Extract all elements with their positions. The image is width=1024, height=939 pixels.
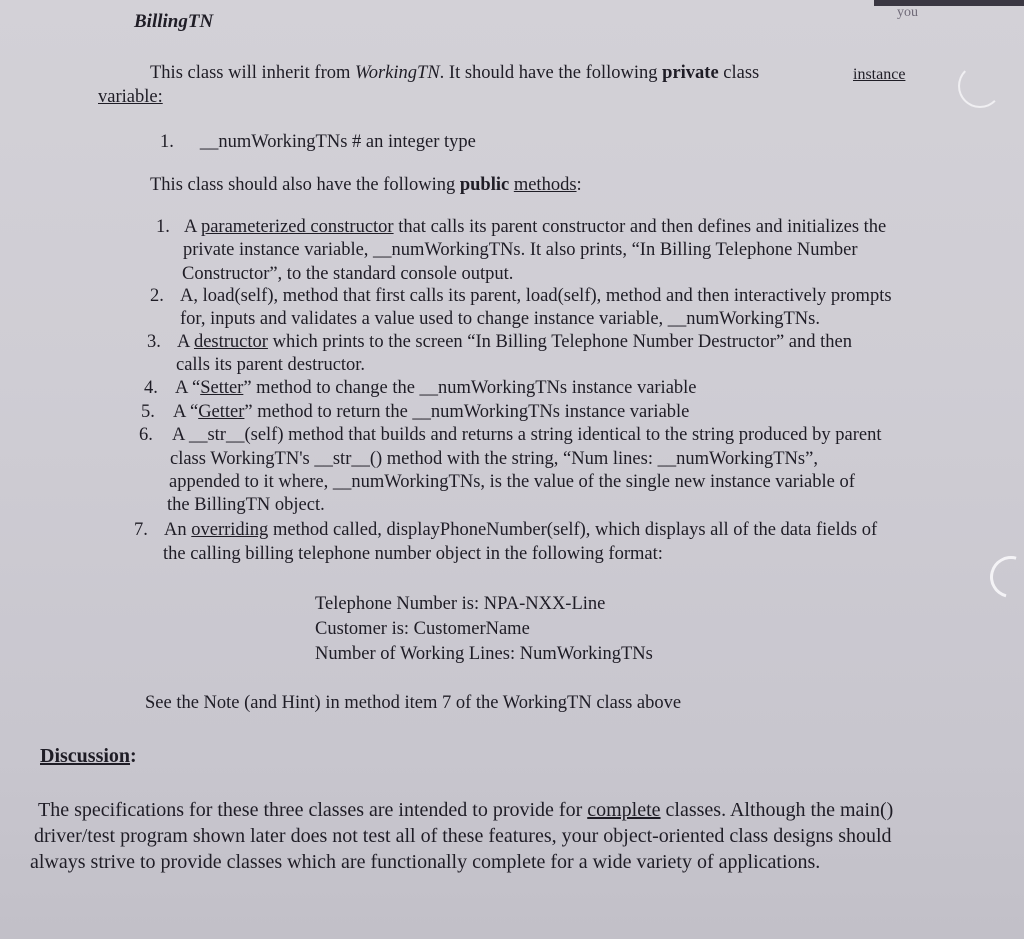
page-hole-mark xyxy=(982,548,1024,605)
class-title: BillingTN xyxy=(134,11,214,32)
discussion-heading: Discussion: xyxy=(40,745,137,767)
method-2-line-2: for, inputs and validates a value used to change instance variable, __numWorkingTNs. xyxy=(180,309,820,329)
discussion-line-3: always strive to provide classes which are functionally complete for a wide variety of applications. xyxy=(30,851,821,873)
method-6-line-3: appended to it where, __numWorkingTNs, is the value of the single new instance variable of xyxy=(169,472,855,492)
method-6-line-4: the BillingTN object. xyxy=(167,495,325,515)
discussion-line-2: driver/test program shown later does not test all of these features, your object-oriented class designs should xyxy=(34,825,892,847)
method-1-line-3: Constructor”, to the standard console output. xyxy=(182,264,514,284)
corner-mark: you xyxy=(897,5,918,20)
method-1-number: 1. xyxy=(156,217,170,237)
method-6-line-1: A __str__(self) method that builds and returns a string identical to the string produced by parent xyxy=(172,425,882,445)
method-3-line-2: calls its parent destructor. xyxy=(176,355,366,375)
variable-item: 1. __numWorkingTNs # an integer type xyxy=(160,132,476,152)
method-5-line: A “Getter” method to return the __numWorkingTNs instance variable xyxy=(173,402,690,422)
page-binding-ring xyxy=(958,64,1002,108)
method-1-line-2: private instance variable, __numWorkingTNs. It also prints, “In Billing Telephone Number xyxy=(183,240,858,260)
note-line: See the Note (and Hint) in method item 7 of the WorkingTN class above xyxy=(145,693,682,713)
method-2-number: 2. xyxy=(150,286,164,306)
public-methods-intro: This class should also have the following public methods: xyxy=(150,175,582,195)
method-1-line-1: A parameterized constructor that calls its parent constructor and then defines and initializes the xyxy=(184,217,887,237)
method-3-line-1: A destructor which prints to the screen “In Billing Telephone Number Destructor” and then xyxy=(177,332,852,352)
method-2-line-1: A, load(self), method that first calls its parent, load(self), method and then interactively prompts xyxy=(180,286,892,306)
discussion-line-1: The specifications for these three classes are intended to provide for complete classes. Although the main() xyxy=(38,799,894,821)
intro-line-1: This class will inherit from WorkingTN. It should have the following private class xyxy=(150,63,760,83)
format-line-2: Customer is: CustomerName xyxy=(315,619,530,639)
method-3-number: 3. xyxy=(147,332,161,352)
method-5-number: 5. xyxy=(141,402,155,422)
method-6-line-2: class WorkingTN's __str__() method with the string, “Num lines: __numWorkingTNs”, xyxy=(170,449,818,469)
method-7-line-2: the calling billing telephone number object in the following format: xyxy=(163,544,663,564)
format-line-3: Number of Working Lines: NumWorkingTNs xyxy=(315,644,653,664)
format-line-1: Telephone Number is: NPA-NXX-Line xyxy=(315,594,606,614)
method-7-line-1: An overriding method called, displayPhoneNumber(self), which displays all of the data fields of xyxy=(164,520,878,540)
instance-word: instance xyxy=(853,66,906,83)
method-7-number: 7. xyxy=(134,520,148,540)
method-4-line: A “Setter” method to change the __numWorkingTNs instance variable xyxy=(175,378,697,398)
method-4-number: 4. xyxy=(144,378,158,398)
method-6-number: 6. xyxy=(139,425,153,445)
intro-line-2: variable: xyxy=(98,87,163,107)
